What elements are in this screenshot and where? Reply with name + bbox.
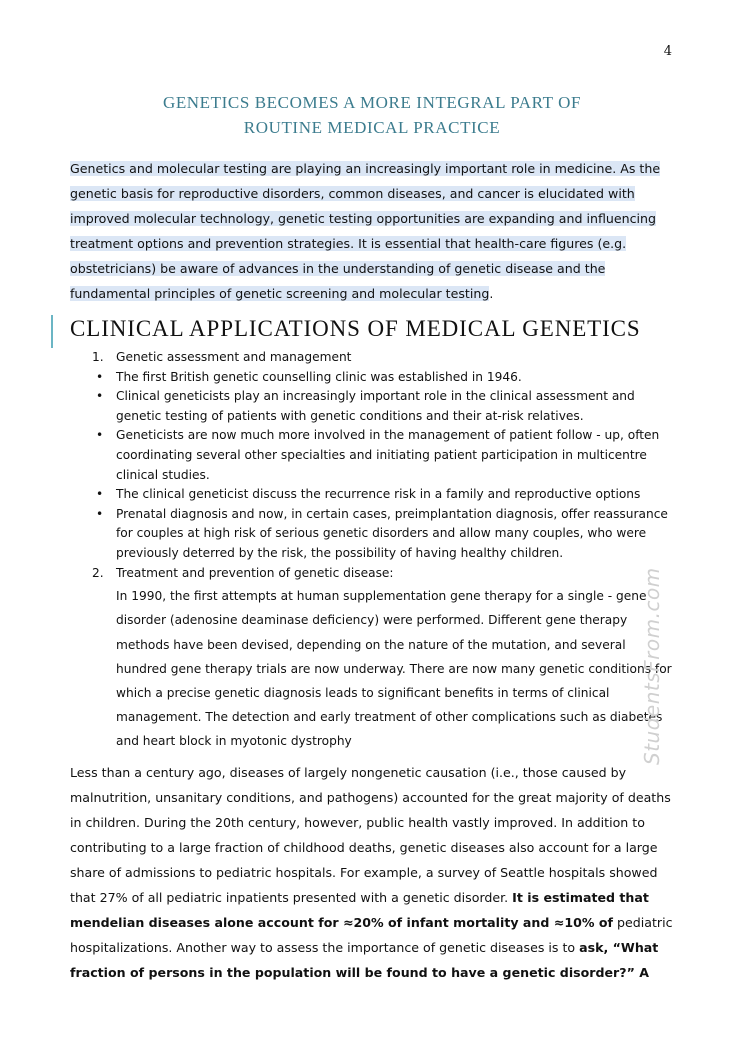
list-item-text: Prenatal diagnosis and now, in certain cases, preimplantation diagnosis, offer reassurance for couples at high risk of serious genetic disorders and allow many couples, who were previously deterred by the risk, the possibility of having healthy children. [116, 506, 668, 560]
list-item-bullet [70, 505, 674, 564]
list-item-numbered [70, 348, 674, 368]
gene-therapy-paragraph: In 1990, the first attempts at human supplementation gene therapy for a single - gene disorder (adenosine deaminase deficiency) were performed. Different gene therapy methods have been devised, depending on the nature of the mutation, and several hundred gene therapy trials are now underway. There are now many genetic conditions for which a precise genetic diagnosis leads to significant benefits in terms of clinical management. The detection and early treatment of other complications such as diabetes and heart block in myotonic dystrophy [116, 589, 672, 749]
watermark: StudentsFrom.com [640, 567, 664, 765]
section-heading: CLINICAL APPLICATIONS OF MEDICAL GENETICS [70, 316, 641, 341]
page-title [70, 90, 674, 140]
list-item-bullet [70, 368, 674, 388]
list-number: 2. [92, 565, 104, 580]
list-item-bullet [70, 387, 674, 426]
closing-text: Less than a century ago, diseases of largely nongenetic causation (i.e., those caused by malnutrition, unsanitary conditions, and pathogens) accounted for the great majority of deaths in children. During the 20th century, however, public health vastly improved. In addition to contributing to a large fraction of childhood deaths, genetic diseases also account for a large share of admissions to pediatric hospitals. For example, a survey of Seattle hospitals showed that 27% of all pediatric inpatients presented with a genetic disorder. [70, 765, 671, 905]
page-number: 4 [663, 44, 672, 59]
list-item-bullet [70, 485, 674, 505]
list-item-text: Geneticists are now much more involved in the management of patient follow - up, often coordinating several other specialties and initiating patient participation in multicentre clinical studies. [116, 428, 660, 482]
closing-paragraph [70, 760, 676, 985]
closing-text: pediatric hospitalizations. Another way to assess the importance of genetic diseases is to [70, 915, 673, 955]
list-item-numbered [70, 564, 674, 754]
bullet-icon: • [96, 428, 104, 443]
list-item-bullet [70, 426, 674, 485]
list-item-text: Treatment and prevention of genetic disease: [116, 565, 394, 580]
intro-paragraph [70, 156, 662, 306]
list-item-text: The first British genetic counselling clinic was established in 1946. [116, 369, 522, 384]
intro-tail: . [489, 286, 494, 301]
bullet-icon: • [96, 506, 104, 521]
title-line-1: GENETICS BECOMES A MORE INTEGRAL PART OF [162, 93, 582, 112]
applications-list [70, 348, 674, 754]
bullet-icon: • [96, 369, 104, 384]
closing-bold-text: It is estimated that mendelian diseases alone account for ≈20% of infant mortality and ≈10% of [70, 890, 649, 930]
bullet-icon: • [96, 389, 104, 404]
list-number: 1. [92, 350, 104, 364]
title-line-2: ROUTINE MEDICAL PRACTICE [243, 118, 501, 137]
list-item-text: The clinical geneticist discuss the recurrence risk in a family and reproductive options [116, 487, 641, 502]
highlighted-text: Genetics and molecular testing are playing an increasingly important role in medicine. As the genetic basis for reproductive disorders, common diseases, and cancer is elucidated with improved molecular technology, genetic testing opportunities are expanding and influencing treatment options and prevention strategies. It is essential that health-care figures (e.g. obstetricians) be aware of advances in the understanding of genetic disease and the fundamental principles of genetic screening and molecular testing [70, 161, 661, 301]
bullet-icon: • [96, 487, 104, 502]
closing-bold-text: ask, “What fraction of persons in the population will be found to have a genetic disorder?” A [70, 940, 659, 980]
list-item-text: Clinical geneticists play an increasingly important role in the clinical assessment and genetic testing of patients with genetic conditions and their at-risk relatives. [116, 389, 635, 423]
text-cursor-bar [51, 315, 53, 348]
list-item-text: Genetic assessment and management [116, 350, 352, 364]
